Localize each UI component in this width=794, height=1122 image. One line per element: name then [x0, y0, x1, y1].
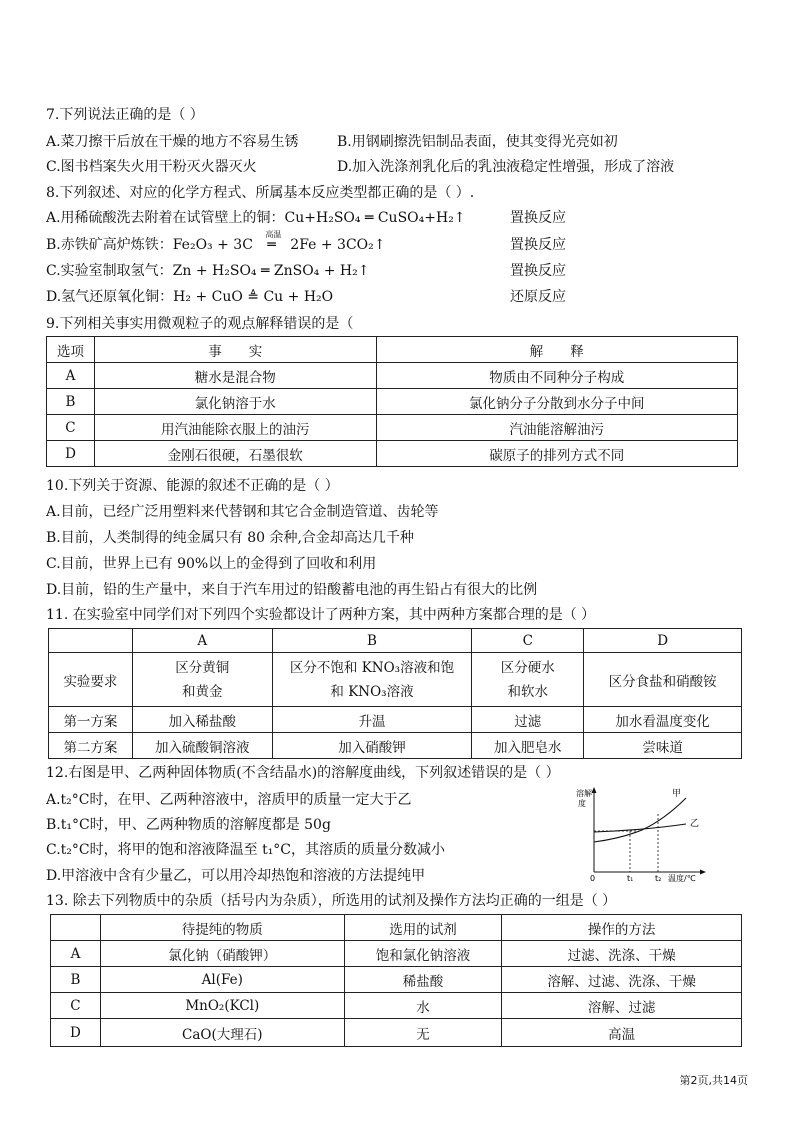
q12-option-a: A.t₂°C时，在甲、乙两种溶液中，溶质甲的质量一定大于乙: [46, 792, 412, 808]
q11-plan2-label: 第二方案: [49, 733, 133, 759]
q9-stem: 9.下列相关事实用微观粒子的观点解释错误的是（: [46, 316, 354, 332]
table-row: [47, 415, 738, 441]
q11-cell: 升温: [272, 707, 472, 733]
q13-cell: 溶解、过滤、洗涤、干燥: [502, 967, 742, 993]
q11-stem: 11. 在实验室中同学们对下列四个实验都设计了两种方案，其中两种方案都合理的是（ ）: [46, 607, 596, 623]
q11-header-c: C: [472, 629, 584, 653]
q8-a-type: 置换反应: [510, 210, 566, 226]
q13-cell: C: [51, 993, 101, 1019]
q11-cell: 区分硬水 和软水: [472, 653, 584, 707]
table-row: [49, 653, 742, 707]
q13-cell: 饱和氯化钠溶液: [344, 941, 502, 967]
fig-t1: t₁: [627, 874, 634, 883]
q9-cell: 汽油能溶解油污: [376, 415, 737, 441]
q8-d-type: 还原反应: [510, 289, 566, 305]
table-row: [47, 389, 738, 415]
q13-cell: 氯化钠（硝酸钾）: [100, 941, 344, 967]
table-row: [51, 1019, 742, 1047]
q13-cell: 溶解、过滤: [502, 993, 742, 1019]
q13-header-method: 操作的方法: [502, 915, 742, 941]
q8-b-left: B.赤铁矿高炉炼铁：Fe₂O₃ + 3C: [46, 237, 253, 253]
q8-b-right: 2Fe + 3CO₂↑: [290, 237, 386, 253]
q13-cell: 稀盐酸: [344, 967, 502, 993]
q10-option-d: D.目前，铅的生产量中，来自于汽车用过的铅酸蓄电池的再生铅占有很大的比例: [46, 582, 538, 598]
solubility-curve-figure: [572, 784, 712, 884]
q7-option-d: D.加入洗涤剂乳化后的乳浊液稳定性增强，形成了溶液: [337, 159, 675, 175]
fig-origin: 0: [590, 874, 596, 883]
q9-header-explain: 解 释: [376, 337, 737, 363]
q9-cell: 金刚石很硬，石墨很软: [94, 441, 376, 467]
page-footer: 第2页,共14页: [679, 1074, 748, 1087]
q11-cell: 过滤: [472, 707, 584, 733]
table-row: [49, 707, 742, 733]
q11-cell: 加入硫酸铜溶液: [132, 733, 272, 759]
q13-header-substance: 待提纯的物质: [100, 915, 344, 941]
q10-option-a: A.目前，已经广泛用塑料来代替钢和其它合金制造管道、齿轮等: [46, 504, 439, 520]
fig-ylabel-2: 度: [578, 799, 586, 808]
q13-cell: 过滤、洗涤、干燥: [502, 941, 742, 967]
q9-cell: C: [47, 415, 95, 441]
q8-option-a: A.用稀硫酸洗去附着在试管壁上的铜：Cu+H₂SO₄ ═ CuSO₄+H₂↑: [46, 210, 466, 226]
q13-header-reagent: 选用的试剂: [344, 915, 502, 941]
q7-option-a: A.菜刀擦干后放在干燥的地方不容易生锈: [46, 134, 299, 150]
table-row: [51, 967, 742, 993]
q13-header-blank: [51, 915, 101, 941]
q12-option-b: B.t₁°C时，甲、乙两种物质的溶解度都是 50g: [46, 817, 331, 833]
q12-option-c: C.t₂°C时，将甲的饱和溶液降温至 t₁°C，其溶质的质量分数减小: [46, 842, 446, 858]
q11-header-b: B: [272, 629, 472, 653]
q8-c-type: 置换反应: [510, 263, 566, 279]
q11-cell: 区分食盐和硝酸铵: [584, 653, 742, 707]
q10-option-c: C.目前，世界上已有 90%以上的金得到了回收和利用: [46, 556, 377, 572]
q13-cell: A: [51, 941, 101, 967]
fig-x-arrow: [700, 870, 706, 875]
q10-stem: 10.下列关于资源、能源的叙述不正确的是（ ）: [46, 478, 339, 494]
table-row: [51, 941, 742, 967]
q9-header-fact: 事 实: [94, 337, 376, 363]
q9-header-option: 选项: [47, 337, 95, 363]
q9-cell: D: [47, 441, 95, 467]
fig-label-yi: 乙: [690, 819, 700, 829]
fig-curve-jia: [594, 798, 686, 842]
fig-y-arrow: [592, 787, 597, 793]
table-row: [51, 993, 742, 1019]
fig-label-jia: 甲: [672, 789, 682, 799]
q11-cell: 加入稀盐酸: [132, 707, 272, 733]
q9-cell: B: [47, 389, 95, 415]
q9-cell: A: [47, 363, 95, 389]
q13-table: [50, 914, 742, 1047]
table-row: [47, 441, 738, 467]
q7-stem: 7.下列说法正确的是（ ）: [46, 107, 204, 123]
q13-cell: B: [51, 967, 101, 993]
table-row: [49, 733, 742, 759]
fig-t2: t₂: [655, 874, 662, 883]
q9-table: [46, 336, 738, 467]
table-row: [47, 363, 738, 389]
q13-cell: 无: [344, 1019, 502, 1047]
q13-header-row: [51, 915, 742, 941]
q12-option-d: D.甲溶液中含有少量乙，可以用冷却热饱和溶液的方法提纯甲: [46, 868, 426, 884]
q9-cell: 糖水是混合物: [94, 363, 376, 389]
q11-header-blank: [49, 629, 133, 653]
q8-option-b: [46, 230, 386, 255]
q11-header-a: A: [132, 629, 272, 653]
q9-cell: 碳原子的排列方式不同: [376, 441, 737, 467]
q9-cell: 氯化钠溶于水: [94, 389, 376, 415]
q9-cell: 氯化钠分子分散到水分子中间: [376, 389, 737, 415]
q11-header-row: [49, 629, 742, 653]
q11-cell: 加水看温度变化: [584, 707, 742, 733]
q11-cell: 加入肥皂水: [472, 733, 584, 759]
q13-cell: D: [51, 1019, 101, 1047]
q9-header-row: [47, 337, 738, 363]
q11-header-d: D: [584, 629, 742, 653]
q9-cell: 用汽油能除衣服上的油污: [94, 415, 376, 441]
q13-cell: 水: [344, 993, 502, 1019]
q11-plan1-label: 第一方案: [49, 707, 133, 733]
q8-stem: 8.下列叙述、对应的化学方程式、所属基本反应类型都正确的是（ ）.: [46, 185, 475, 201]
q11-cell: 加入硝酸钾: [272, 733, 472, 759]
fig-ylabel-1: 溶解: [576, 789, 592, 798]
q13-cell: Al(Fe): [100, 967, 344, 993]
q12-stem: 12.右图是甲、乙两种固体物质(不含结晶水)的溶解度曲线，下列叙述错误的是（ ）: [46, 765, 560, 781]
fig-xlabel: 温度/℃: [668, 874, 696, 883]
q10-option-b: B.目前，人类制得的纯金属只有 80 余种,合金却高达几千种: [46, 530, 414, 546]
q11-req-label: 实验要求: [49, 653, 133, 707]
q8-b-cond-text: 高温: [265, 230, 282, 239]
q11-cell: 区分不饱和 KNO₃溶液和饱 和 KNO₃溶液: [272, 653, 472, 707]
q7-option-b: B.用钢刷擦洗铝制品表面，使其变得光亮如初: [337, 134, 618, 150]
q13-cell: 高温: [502, 1019, 742, 1047]
q8-b-type: 置换反应: [510, 237, 566, 253]
q9-cell: 物质由不同种分子构成: [376, 363, 737, 389]
q11-cell: 区分黄铜 和黄金: [132, 653, 272, 707]
q13-cell: MnO₂(KCl): [100, 993, 344, 1019]
q11-table: [48, 628, 742, 759]
q7-option-c: C.图书档案失火用干粉灭火器灭火: [46, 159, 257, 175]
q13-cell: CaO(大理石): [100, 1019, 344, 1047]
q13-stem: 13. 除去下列物质中的杂质（括号内为杂质），所选用的试剂及操作方法均正确的一组是（ ）: [46, 893, 617, 909]
q8-option-d: D.氢气还原氧化铜：H₂ + CuO ≜ Cu + H₂O: [46, 289, 334, 305]
q11-cell: 尝味道: [584, 733, 742, 759]
q8-b-condition: [265, 230, 282, 255]
q8-option-c: C.实验室制取氢气：Zn + H₂SO₄ ═ ZnSO₄ + H₂↑: [46, 263, 370, 279]
q8-b-equals: ═: [267, 237, 276, 253]
